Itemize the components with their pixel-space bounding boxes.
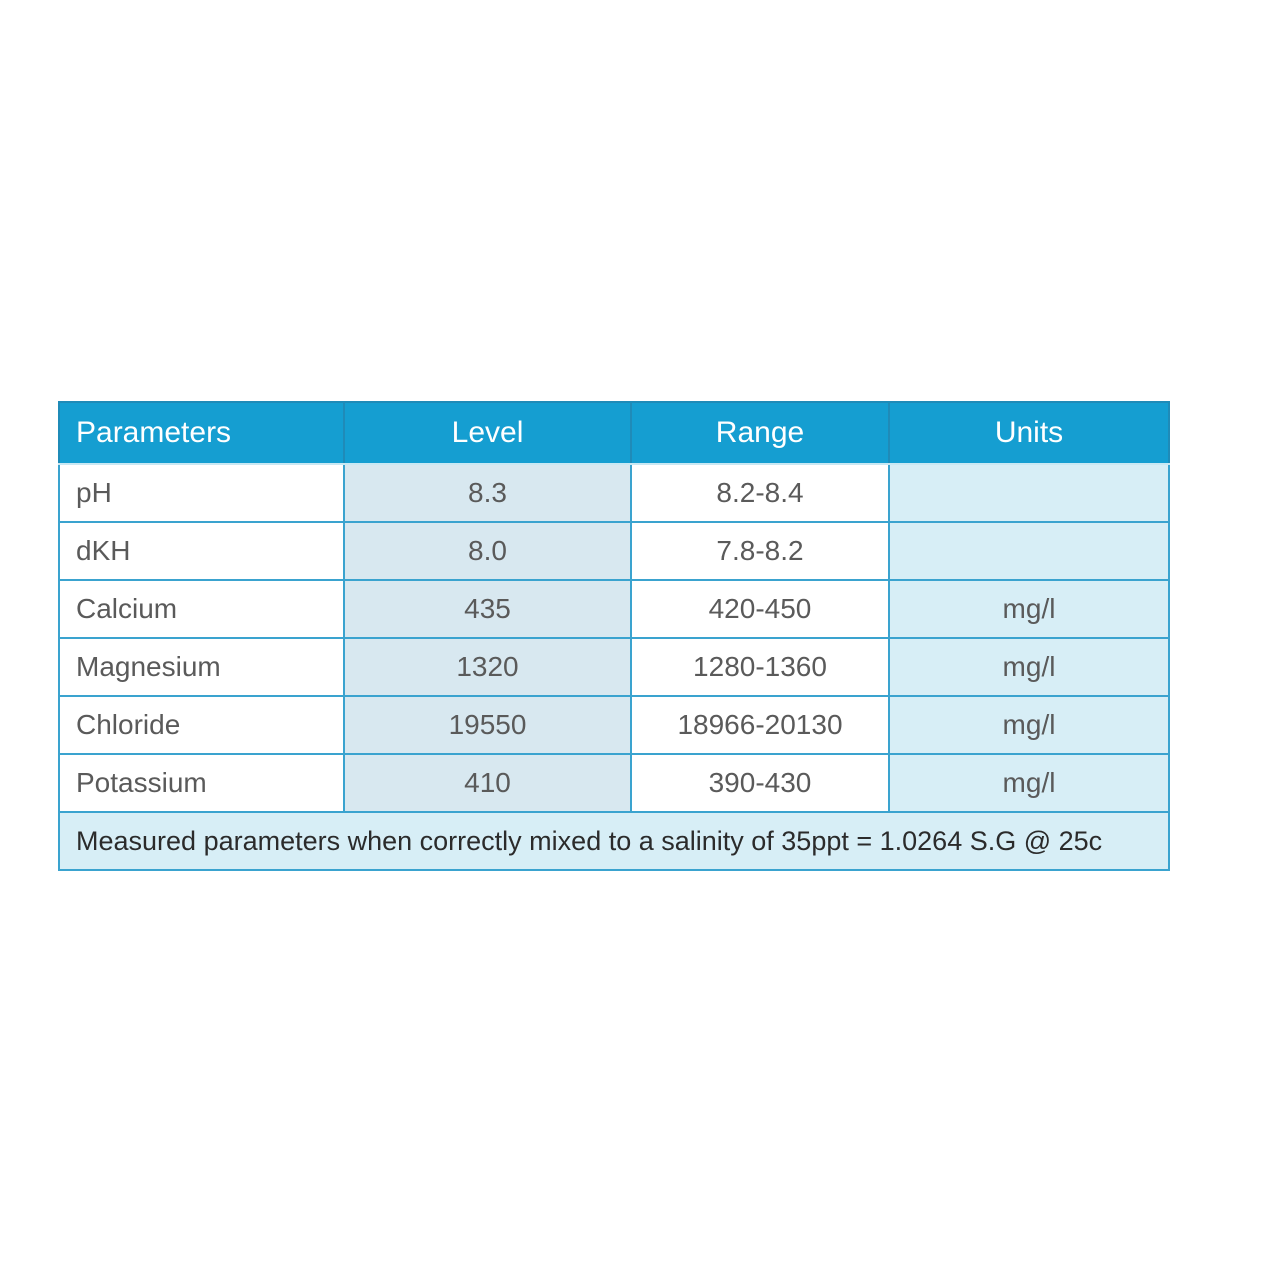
- parameter-cell: Magnesium: [59, 638, 344, 696]
- level-cell: 435: [344, 580, 631, 638]
- header-range: Range: [631, 402, 889, 464]
- units-cell: [889, 522, 1169, 580]
- parameters-table-container: [58, 401, 1168, 871]
- table-row: [59, 464, 1169, 522]
- table-body: [59, 464, 1169, 812]
- parameter-cell: dKH: [59, 522, 344, 580]
- footnote: Measured parameters when correctly mixed to a salinity of 35ppt = 1.0264 S.G @ 25c: [59, 812, 1169, 870]
- range-cell: 18966-20130: [631, 696, 889, 754]
- units-cell: [889, 464, 1169, 522]
- header-units: Units: [889, 402, 1169, 464]
- table-footer: [59, 812, 1169, 870]
- parameter-cell: pH: [59, 464, 344, 522]
- parameters-table: [58, 401, 1170, 871]
- table-row: [59, 696, 1169, 754]
- parameter-cell: Chloride: [59, 696, 344, 754]
- table-header: [59, 402, 1169, 464]
- range-cell: 8.2-8.4: [631, 464, 889, 522]
- parameter-cell: Calcium: [59, 580, 344, 638]
- level-cell: 8.3: [344, 464, 631, 522]
- units-cell: mg/l: [889, 580, 1169, 638]
- level-cell: 8.0: [344, 522, 631, 580]
- table-row: [59, 638, 1169, 696]
- table-row: [59, 522, 1169, 580]
- units-cell: mg/l: [889, 638, 1169, 696]
- table-row: [59, 580, 1169, 638]
- range-cell: 7.8-8.2: [631, 522, 889, 580]
- header-row: [59, 402, 1169, 464]
- table-row: [59, 754, 1169, 812]
- range-cell: 1280-1360: [631, 638, 889, 696]
- footnote-row: [59, 812, 1169, 870]
- parameter-cell: Potassium: [59, 754, 344, 812]
- range-cell: 390-430: [631, 754, 889, 812]
- range-cell: 420-450: [631, 580, 889, 638]
- level-cell: 410: [344, 754, 631, 812]
- units-cell: mg/l: [889, 754, 1169, 812]
- level-cell: 19550: [344, 696, 631, 754]
- units-cell: mg/l: [889, 696, 1169, 754]
- header-level: Level: [344, 402, 631, 464]
- header-parameters: Parameters: [59, 402, 344, 464]
- level-cell: 1320: [344, 638, 631, 696]
